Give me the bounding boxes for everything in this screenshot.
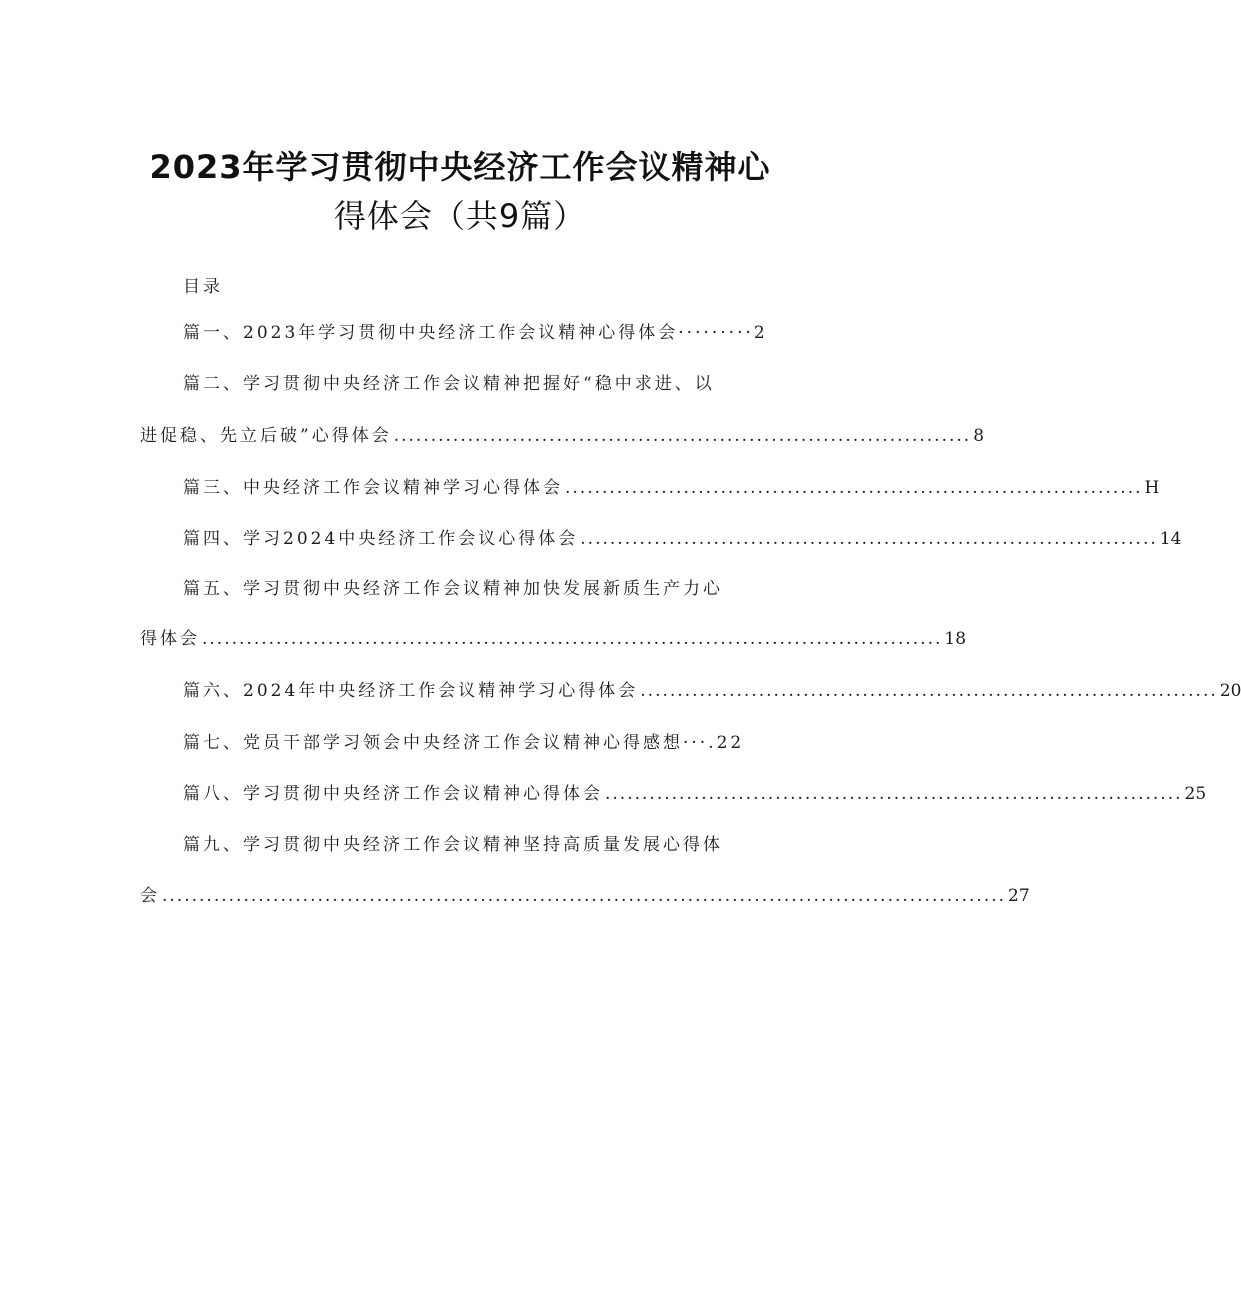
toc-heading: 目录 bbox=[183, 277, 223, 297]
toc-entry-text: 篇五、学习贯彻中央经济工作会议精神加快发展新质生产力心 bbox=[183, 579, 723, 599]
toc-entry-text: 篇二、学习贯彻中央经济工作会议精神把握好“稳中求进、以 bbox=[183, 374, 715, 394]
toc-leader-dots: .............................................................................. bbox=[393, 426, 972, 446]
toc-entry-3[interactable] bbox=[183, 476, 1160, 500]
toc-entry-7[interactable] bbox=[183, 731, 744, 755]
toc-entry-text: 篇六、2024年中央经济工作会议精神学习心得体会 bbox=[183, 681, 639, 701]
toc-entry-1[interactable] bbox=[183, 321, 768, 345]
toc-entry-text: 篇一、2023年学习贯彻中央经济工作会议精神心得体会·········2 bbox=[183, 323, 768, 343]
toc-entry-text: 得体会 bbox=[140, 629, 200, 649]
toc-entry-9-line-2[interactable] bbox=[140, 884, 1030, 908]
toc-page-number: 18 bbox=[944, 629, 967, 649]
toc-entry-text: 篇三、中央经济工作会议精神学习心得体会 bbox=[183, 478, 563, 498]
toc-leader-dots: .............................................................................. bbox=[640, 681, 1218, 701]
toc-entry-text: 进促稳、先立后破”心得体会 bbox=[140, 426, 392, 446]
toc-leader-dots: .................................................................................................... bbox=[202, 629, 943, 649]
toc-entry-5-line-1[interactable] bbox=[183, 577, 723, 601]
toc-entry-text: 会 bbox=[140, 886, 160, 906]
toc-entry-8[interactable] bbox=[183, 782, 1207, 806]
toc-page-number: 27 bbox=[1008, 886, 1030, 906]
toc-leader-dots: .................................................................................................................. bbox=[162, 886, 1007, 906]
toc-leader-dots: .............................................................................. bbox=[605, 784, 1183, 804]
toc-entry-2-line-1[interactable] bbox=[183, 372, 715, 396]
toc-leader-dots: .............................................................................. bbox=[580, 529, 1158, 549]
toc-leader-dots: .............................................................................. bbox=[565, 478, 1143, 498]
toc-entry-2-line-2[interactable] bbox=[140, 424, 985, 448]
toc-entry-text: 篇九、学习贯彻中央经济工作会议精神坚持高质量发展心得体 bbox=[183, 835, 723, 855]
toc-page-number: 8 bbox=[973, 426, 985, 446]
document-title-line-2: 得体会（共9篇） bbox=[333, 197, 587, 235]
toc-page-number: 20 bbox=[1219, 681, 1241, 701]
toc-page-number: H bbox=[1144, 478, 1160, 498]
toc-entry-text: 篇四、学习2024中央经济工作会议心得体会 bbox=[183, 529, 579, 549]
document-title-line-1: 2023年学习贯彻中央经济工作会议精神心 bbox=[149, 148, 771, 186]
toc-entry-text: 篇八、学习贯彻中央经济工作会议精神心得体会 bbox=[183, 784, 603, 804]
toc-entry-4[interactable] bbox=[183, 527, 1182, 551]
toc-entry-5-line-2[interactable] bbox=[140, 627, 967, 651]
toc-page-number: 14 bbox=[1159, 529, 1182, 549]
toc-entry-9-line-1[interactable] bbox=[183, 833, 723, 857]
toc-entry-6[interactable] bbox=[183, 679, 1241, 703]
toc-entry-text: 篇七、党员干部学习领会中央经济工作会议精神心得感想···.22 bbox=[183, 733, 745, 753]
toc-page-number: 25 bbox=[1184, 784, 1207, 804]
